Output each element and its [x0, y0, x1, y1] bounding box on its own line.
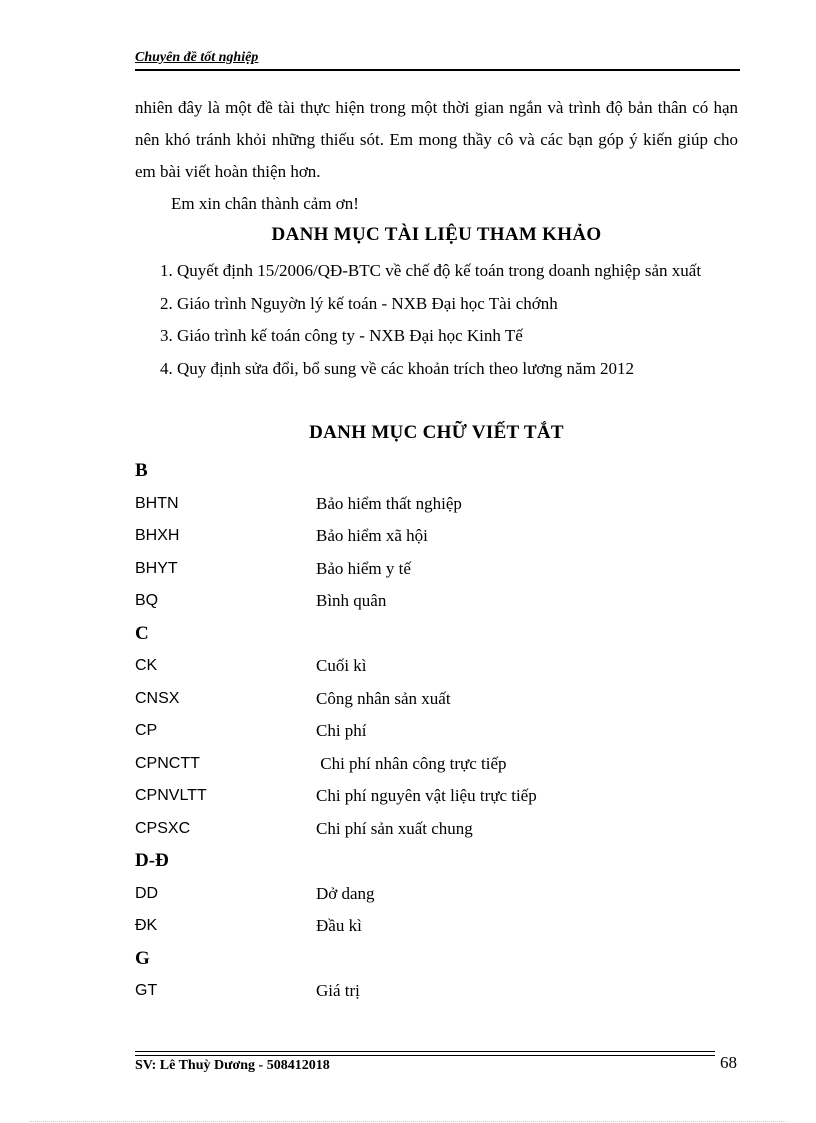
abbreviation-meaning: Chi phí nguyên vật liệu trực tiếp — [316, 786, 537, 805]
abbreviation-group-letter — [135, 845, 738, 878]
abbreviation-code: BQ — [135, 592, 159, 609]
abbreviation-meaning: Dở dang — [316, 883, 375, 903]
reference-item: 3. Giáo trình kế toán công ty - NXB Đại học Kinh Tế — [160, 326, 523, 345]
abbreviation-row — [135, 715, 738, 748]
abbreviation-row — [135, 813, 738, 846]
abbreviation-row — [135, 910, 738, 943]
page-number: 68 — [720, 1053, 737, 1072]
thanks-line: Em xin chân thành cảm ơn! — [171, 194, 359, 213]
abbreviation-code: CPNVLTT — [135, 787, 207, 804]
footer-student: SV: Lê Thuỳ Dương - 508412018 — [135, 1058, 330, 1073]
abbreviation-meaning: Chi phí — [316, 721, 367, 740]
abbreviation-row — [135, 553, 738, 586]
abbreviation-meaning: Bảo hiểm xã hội — [316, 526, 428, 545]
abbreviation-code: CNSX — [135, 689, 180, 707]
abbreviation-group-letter — [135, 618, 738, 651]
abbreviation-meaning: Bảo hiểm y tế — [316, 558, 411, 578]
references-list — [135, 255, 738, 385]
page-edge-divider — [30, 1121, 786, 1122]
reference-item: 2. Giáo trình Nguyờn lý kế toán - NXB Đại học Tài chớnh — [160, 293, 558, 313]
abbreviation-code: BHYT — [135, 559, 178, 577]
abbreviations-table — [135, 455, 738, 1008]
abbreviation-row — [135, 748, 738, 781]
abbreviation-meaning: Chi phí nhân công trực tiếp — [316, 753, 507, 773]
abbreviation-code: BHXH — [135, 527, 180, 544]
abbreviation-meaning: Công nhân sản xuất — [316, 688, 451, 708]
references-heading: DANH MỤC TÀI LIỆU THAM KHẢO — [271, 224, 602, 245]
abbreviation-code: B — [135, 460, 148, 481]
abbreviation-meaning: Giá trị — [316, 981, 360, 1000]
abbreviations-heading: DANH MỤC CHỮ VIẾT TẮT — [309, 422, 564, 443]
abbreviation-code: DD — [135, 884, 159, 902]
abbreviation-code: ĐK — [135, 917, 158, 934]
abbreviation-meaning: Bảo hiểm thất nghiệp — [316, 493, 462, 513]
abbreviation-meaning: Chi phí sản xuất chung — [316, 818, 473, 838]
abbreviation-code: C — [135, 622, 149, 644]
abbreviation-row — [135, 878, 738, 911]
abbreviation-row — [135, 780, 738, 813]
abbreviation-row — [135, 520, 738, 553]
abbreviation-row — [135, 975, 738, 1008]
reference-item: 4. Quy định sửa đổi, bổ sung về các khoản trích theo lương năm 2012 — [160, 358, 635, 378]
footer-divider — [135, 1051, 715, 1056]
abbreviation-code: CK — [135, 657, 158, 674]
abbreviation-code: CPSXC — [135, 819, 191, 837]
abbreviation-row — [135, 650, 738, 683]
abbreviation-row — [135, 488, 738, 521]
abbreviation-code: G — [135, 947, 150, 969]
page-header — [135, 48, 740, 71]
abbreviation-meaning: Cuối kì — [316, 656, 367, 675]
abbreviation-group-letter — [135, 455, 738, 488]
abbreviation-meaning: Bình quân — [316, 591, 387, 610]
abbreviation-code: CP — [135, 722, 158, 739]
abbreviation-row — [135, 683, 738, 716]
abbreviation-code: CPNCTT — [135, 754, 200, 772]
intro-paragraph: nhiên đây là một đề tài thực hiện trong một thời gian ngắn và trình độ bản thân có hạn nên khó tránh khỏi những thiếu sót. Em mong thầy cô và các bạn góp ý kiến giúp cho em bài viết hoàn thiện hơn. — [135, 98, 738, 181]
header-title: Chuyên đề tốt nghiệp — [135, 50, 259, 65]
abbreviation-group-letter — [135, 943, 738, 976]
abbreviation-row — [135, 585, 738, 618]
reference-item: 1. Quyết định 15/2006/QĐ-BTC về chế độ kế toán trong doanh nghiệp sản xuất — [160, 261, 702, 280]
abbreviation-code: D-Đ — [135, 850, 169, 871]
abbreviation-code: GT — [135, 982, 158, 999]
abbreviation-meaning: Đầu kì — [316, 916, 362, 935]
abbreviation-code: BHTN — [135, 494, 179, 512]
